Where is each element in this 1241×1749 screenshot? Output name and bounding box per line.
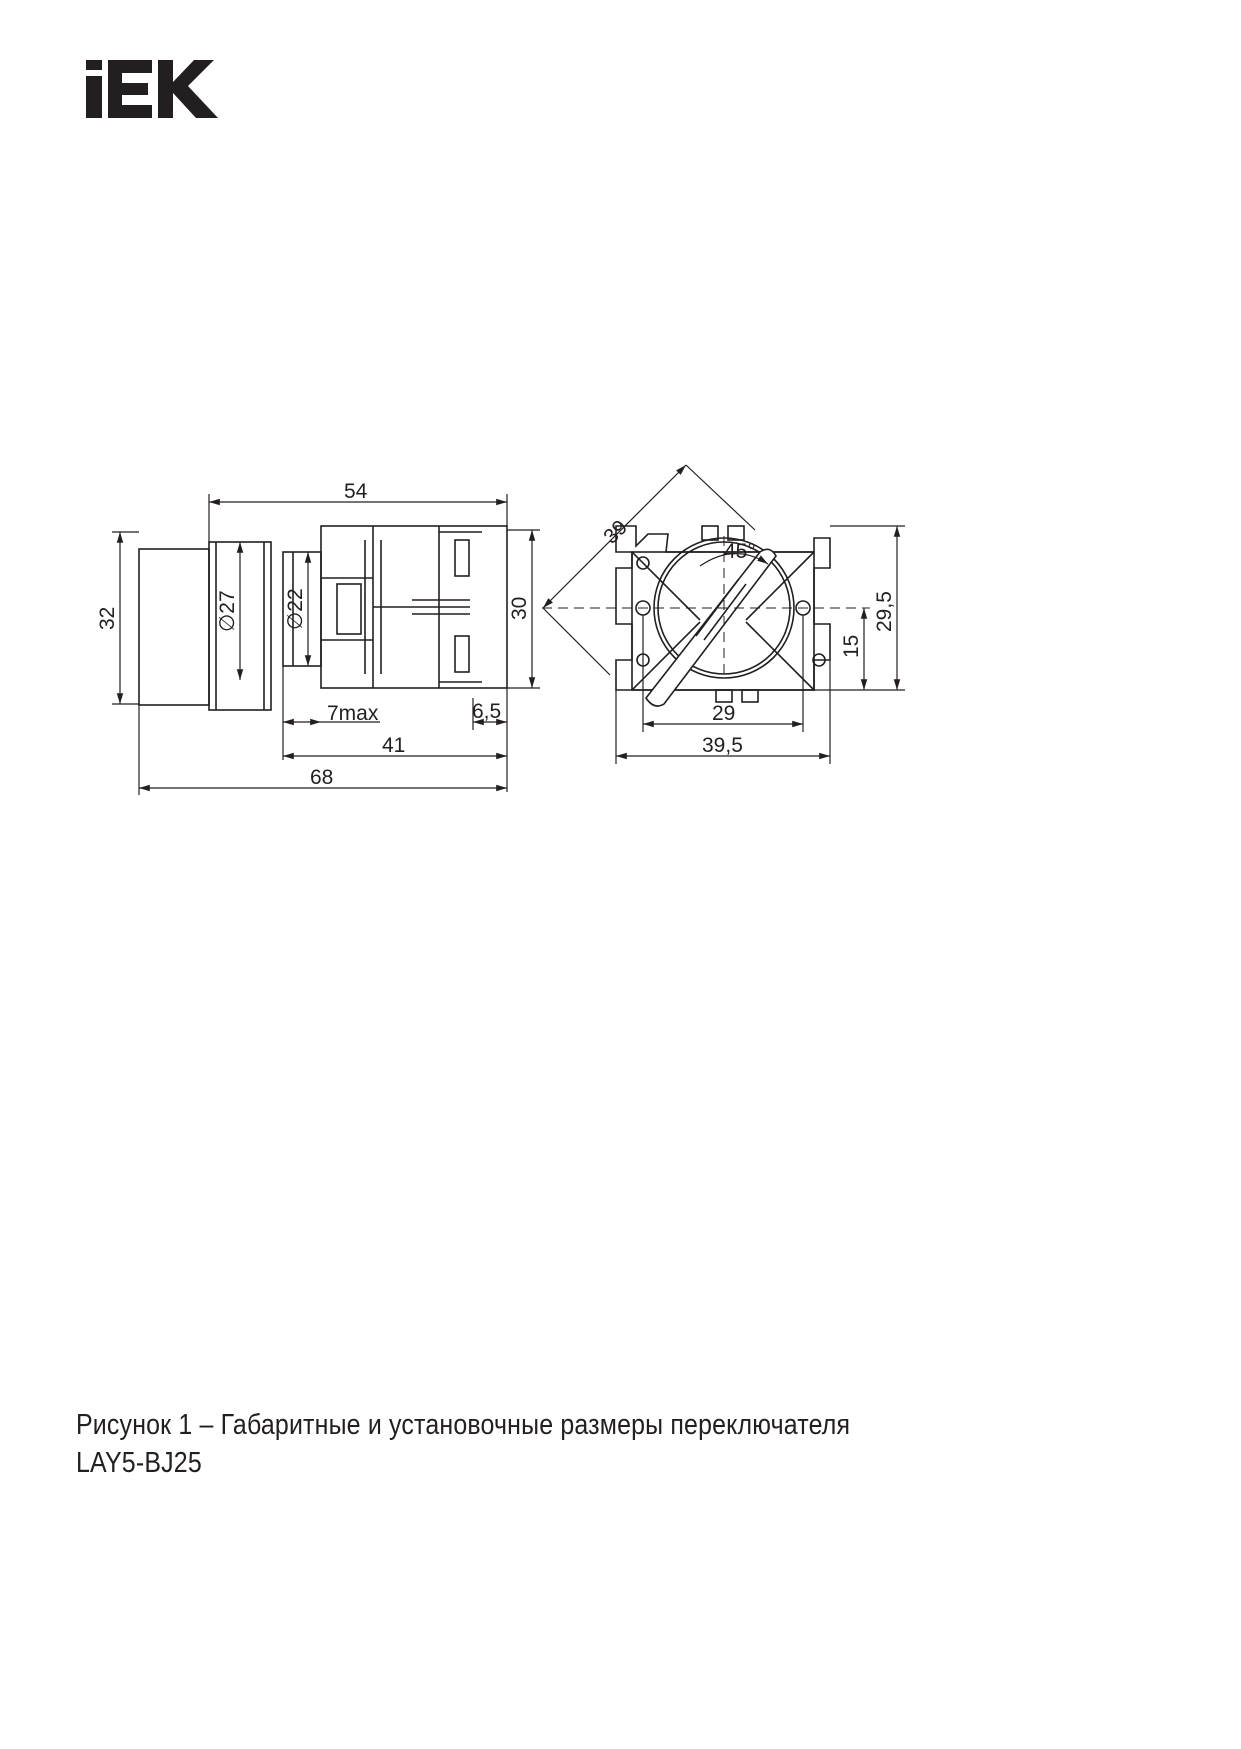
dim-27: ∅27 [216, 590, 239, 632]
caption-line-1: Рисунок 1 – Габаритные и установочные размеры переключателя [76, 1409, 851, 1441]
side-view-dimensions [112, 494, 540, 795]
dim-45-deg: 45° [724, 540, 756, 563]
dim-32: 32 [96, 606, 119, 630]
side-view [139, 526, 507, 710]
dim-30: 30 [508, 596, 531, 620]
dim-41: 41 [382, 734, 406, 757]
front-view [616, 526, 830, 706]
dim-39: 39 [599, 515, 633, 549]
caption-line-2: LAY5-BJ25 [76, 1447, 202, 1479]
front-view-centerlines [542, 536, 870, 680]
dim-54: 54 [344, 480, 368, 503]
dim-6-5: 6,5 [472, 700, 502, 723]
dim-68: 68 [310, 766, 334, 789]
dim-15: 15 [840, 634, 863, 658]
dim-39-5: 39,5 [702, 734, 743, 757]
dim-29: 29 [712, 702, 736, 725]
dim-29-5: 29,5 [873, 591, 896, 632]
dim-22: ∅22 [284, 588, 307, 630]
figure-caption [76, 1406, 850, 1482]
dim-7max: 7max [327, 702, 379, 725]
